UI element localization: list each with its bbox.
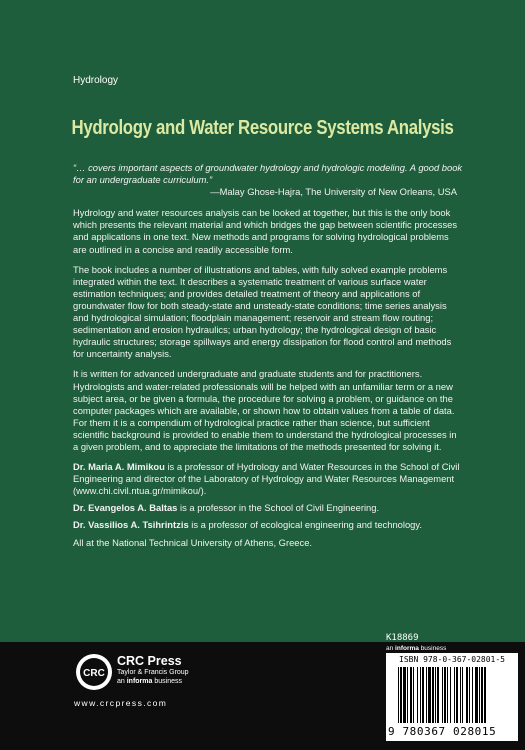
barcode-block (386, 653, 518, 741)
barcode-bar (420, 667, 421, 723)
barcode-bar (407, 667, 408, 723)
publisher-group: Taylor & Francis Group (117, 669, 189, 676)
isbn-text: ISBN 978-0-367-02801-5 (399, 655, 505, 664)
barcode-bar (410, 667, 412, 723)
publisher-block (117, 654, 189, 686)
barcode-bar (444, 667, 446, 723)
author-name: Dr. Maria A. Mimikou (73, 461, 165, 473)
barcode-bar (413, 667, 414, 723)
author-name: Dr. Vassilios A. Tsihrintzis (73, 519, 189, 531)
barcode-bar (398, 667, 399, 723)
description-paragraph: Hydrology and water resources analysis can be looked at together, but this is the only book which presents the relevant material and which bridges the gap between scientific processes and applications in one text. New methods and programs for solving hydrological problems are outlined in a concise and readily accessible form. (73, 207, 458, 255)
barcode-bar (472, 667, 473, 723)
barcode-bar (435, 667, 436, 723)
author-description: is a professor in the School of Civil Engineering. (177, 502, 380, 514)
barcode-bar (426, 667, 427, 723)
category-label: Hydrology (73, 75, 119, 86)
barcode-bar (428, 667, 431, 723)
author-bio (73, 519, 463, 531)
book-title: Hydrology and Water Resource Systems Analysis (71, 116, 454, 139)
barcode-bar (475, 667, 478, 723)
barcode-bar (447, 667, 448, 723)
barcode-bar (481, 667, 483, 723)
publisher-informa-line: an informa business (117, 678, 182, 685)
barcode-bar (442, 667, 443, 723)
author-description: is a professor of ecological engineering and technology. (188, 519, 422, 531)
author-name: Dr. Evangelos A. Baltas (73, 502, 178, 514)
barcode-bar (466, 667, 468, 723)
barcode-bar (484, 667, 486, 723)
barcode-bar (479, 667, 480, 723)
affiliation-note: All at the National Technical University of Athens, Greece. (73, 536, 313, 548)
review-attribution: —Malay Ghose-Hajra, The University of New Orleans, USA (210, 186, 457, 198)
barcode-bar (469, 667, 470, 723)
barcode-bar (454, 667, 455, 723)
barcode-bar (460, 667, 461, 723)
crc-logo-text: CRC (83, 668, 105, 679)
barcode-bar (462, 667, 463, 723)
back-cover-text (73, 162, 463, 549)
barcode-icon (396, 667, 510, 725)
author-bio (73, 461, 463, 497)
informa-tag: an informa business (386, 645, 447, 652)
product-code: K18869 (386, 633, 419, 643)
barcode-bar (400, 667, 402, 723)
author-bio (73, 502, 463, 514)
barcode-bar (456, 667, 458, 723)
barcode-bar (450, 667, 451, 723)
author-description: is a professor of Hydrology and Water Resources in the School of Civil Engineering and director of the Laboratory of Hydrology and Water Resources Management (www.chi.civil.ntua.gr/mimikou/). (73, 461, 460, 497)
publisher-website: www.crcpress.com (74, 698, 168, 708)
publisher-name: CRC Press (117, 654, 182, 668)
barcode-bar (432, 667, 434, 723)
barcode-bar (437, 667, 439, 723)
crc-logo-icon (74, 652, 114, 692)
review-quote: “… covers important aspects of groundwater hydrology and hydrologic modeling. A good book for an undergraduate curriculum.” (73, 162, 463, 186)
description-paragraph: The book includes a number of illustrations and tables, with fully solved example problems integrated within the text. It describes a systematic treatment of various surface water estimation techniques; and provides detailed treatment of theory and applications of groundwater flow for both steady-state and unsteady-state conditions; time series analysis and hydrological simulation; floodplain management; reservoir and stream flow routing; sedimentation and erosion hydraulics; urban hydrology; the hydrological design of basic hydraulic structures; storage spillways and energy dissipation for flood control and methods for uncertainty analysis. (73, 263, 452, 360)
barcode-bar (417, 667, 418, 723)
description-paragraph: It is written for advanced undergraduate and graduate students and for practitioners. Hydrologists and water-related professionals will be helped with an unfamiliar term or a new subject area, or be given a formula, the procedure for solving a problem, or guidance on the computer packages which are available, or shown how to obtain values from a table of data. For them it is a compendium of hydrological practice rather than science, but sufficient scientific background is provided to enable them to understand the hydrological processes in a given problem, and to appreciate the limitations of the methods presented for solving it. (73, 368, 457, 452)
barcode-bar (422, 667, 424, 723)
barcode-bar (403, 667, 406, 723)
ean-digits: 9 780367 028015 (388, 725, 497, 738)
